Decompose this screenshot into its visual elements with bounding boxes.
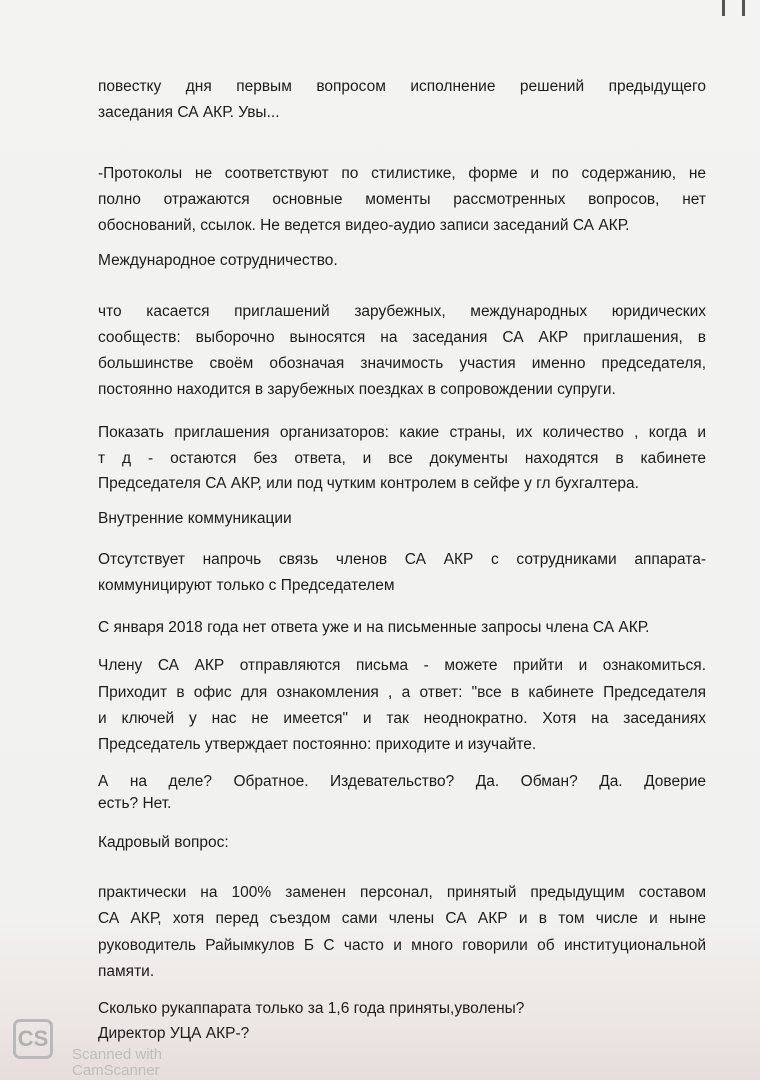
paragraph-intl-text-line: что касается приглашений зарубежных, международных юридических [98, 303, 706, 320]
paragraph-intl-text-line: сообществ: выборочно выносятся на заседания СА АКР приглашения, в [98, 329, 706, 346]
paragraph-questions-line: А на деле? Обратное. Издевательство? Да. Обман? Да. Доверие [98, 773, 706, 790]
paragraph-intl-text-line: большинстве своём обозначая значимость участия именно председателя, [98, 355, 706, 372]
paragraph-letters-line: Председатель утверждает постоянно: приходите и изучайте. [98, 736, 537, 753]
paragraph-hr-heading-line: Кадровый вопрос: [98, 834, 229, 851]
watermark-line-2: CamScanner [72, 1062, 160, 1079]
paragraph-staff-question-line: Сколько рукаппарата только за 1,6 года приняты,уволены? [98, 1000, 525, 1017]
paragraph-hr-text-line: СА АКР, хотя перед съездом сами члены СА АКР и в том числе и ныне [98, 910, 706, 927]
paragraph-invitations-line: т д - остаются без ответа, и все документы находятся в кабинете [98, 450, 706, 467]
paragraph-letters-line: Члену СА АКР отправляются письма - можете прийти и ознакомиться. [98, 657, 706, 674]
paragraph-protocols-line: обоснований, ссылок. Не ведется видео-аудио записи заседаний СА АКР. [98, 217, 630, 234]
paragraph-intl-text-line: постоянно находится в зарубежных поездках в сопровождении супруги. [98, 381, 616, 398]
paragraph-letters-line: и ключей у нас не имеется" и так неоднократно. Хотя на заседаниях [98, 710, 706, 727]
paragraph-protocols-line: полно отражаются основные моменты рассмотренных вопросов, нет [98, 191, 706, 208]
watermark-line-1: Scanned with [72, 1046, 163, 1063]
paragraph-communication-line: коммуницируют только с Председателем [98, 577, 395, 594]
paragraph-agenda-line: заседания СА АКР. Увы... [98, 104, 280, 121]
paragraph-protocols-line: -Протоколы не соответствуют по стилистике, форме и по содержанию, не [98, 165, 706, 182]
paragraph-questions-line: есть? Нет. [98, 795, 172, 812]
paragraph-intl-heading-line: Международное сотрудничество. [98, 252, 338, 269]
paragraph-internal-heading-line: Внутренние коммуникации [98, 510, 292, 527]
paragraph-agenda-line: повестку дня первым вопросом исполнение решений предыдущего [98, 78, 706, 95]
paragraph-hr-text-line: руководитель Райымкулов Б С часто и много говорили об институциональной [98, 937, 706, 954]
paragraph-invitations-line: Показать приглашения организаторов: какие страны, их количество , когда и [98, 424, 706, 441]
paragraph-letters-line: Приходит в офис для ознакомления , а ответ: "все в кабинете Председателя [98, 684, 706, 701]
paragraph-requests-line: С января 2018 года нет ответа уже и на письменные запросы члена СА АКР. [98, 619, 650, 636]
paragraph-director-question-line: Директор УЦА АКР-? [98, 1025, 250, 1042]
paragraph-hr-text-line: памяти. [98, 963, 155, 980]
camscanner-logo: CS [13, 1019, 53, 1059]
scan-edge-mark [722, 0, 725, 16]
paragraph-invitations-line: Председателя СА АКР, или под чутким контролем в сейфе у гл бухгалтера. [98, 475, 639, 492]
paragraph-communication-line: Отсутствует напрочь связь членов СА АКР с сотрудниками аппарата- [98, 551, 706, 568]
scan-edge-mark [742, 0, 745, 16]
paragraph-hr-text-line: практически на 100% заменен персонал, принятый предыдущим составом [98, 884, 706, 901]
